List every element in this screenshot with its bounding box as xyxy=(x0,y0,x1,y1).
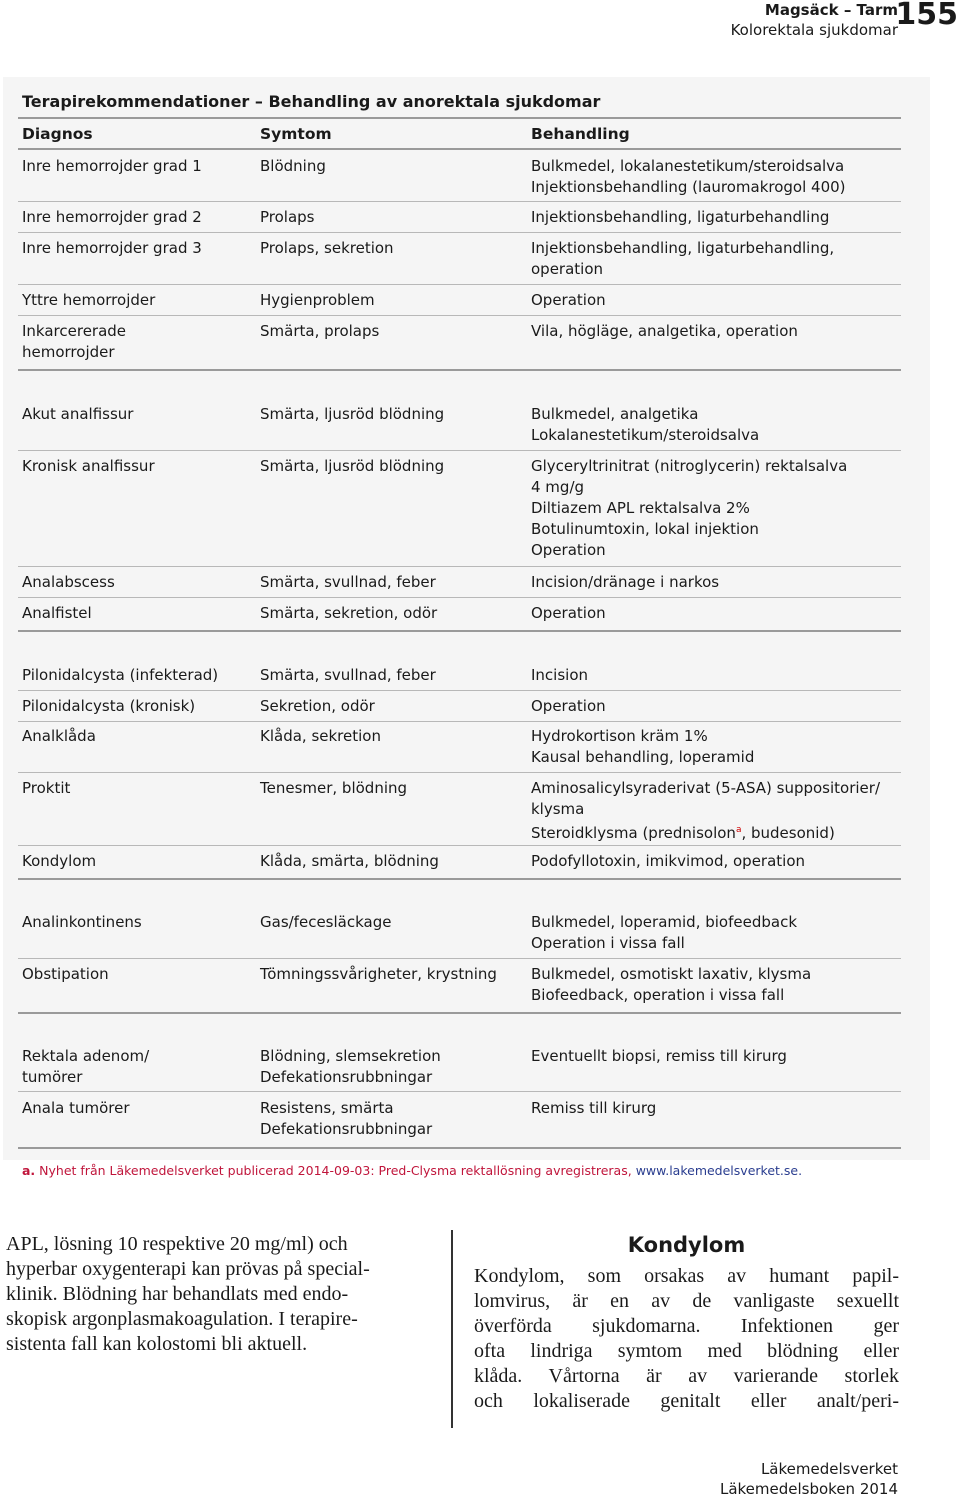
header-section: Magsäck – Tarm xyxy=(764,1,898,19)
running-header xyxy=(731,0,898,40)
diagnos-text: Pilonidalcysta (kronisk) xyxy=(22,697,196,715)
row-divider xyxy=(18,721,901,722)
behandling-text: 4 mg/g xyxy=(531,478,585,496)
group-divider xyxy=(18,630,901,632)
diagnos-text: Analabscess xyxy=(22,573,115,591)
symtom-text: Smärta, svullnad, feber xyxy=(260,573,436,591)
behandling-text: Incision/dränage i narkos xyxy=(531,573,720,591)
behandling-text: Aminosalicylsyraderivat (5-ASA) suppositorier/ xyxy=(531,779,880,797)
group-divider xyxy=(18,878,901,880)
footer-publisher: Läkemedelsverket xyxy=(760,1460,898,1478)
page-number: 155 xyxy=(895,0,958,32)
symtom-text: Smärta, svullnad, feber xyxy=(260,666,436,684)
behandling-text: Operation xyxy=(531,291,606,309)
diagnos-text: Kronisk analfissur xyxy=(22,457,155,475)
row-divider xyxy=(18,315,901,316)
diagnos-text: Inkarcererade xyxy=(22,322,127,340)
diagnos-text: Inre hemorrojder grad 1 xyxy=(22,157,202,175)
table-rule xyxy=(18,148,901,150)
body-line: överförda sjukdomarna. Infektionen ger xyxy=(474,1315,899,1337)
behandling-text: Steroidklysma (prednisolon xyxy=(531,824,736,842)
header-chapter: Kolorektala sjukdomar xyxy=(730,21,898,39)
behandling-text: Injektionsbehandling, ligaturbehandling xyxy=(531,208,830,226)
behandling-text: , budesonid) xyxy=(741,824,835,842)
symtom-text: Klåda, sekretion xyxy=(260,727,381,745)
symtom-text: Defekationsrubbningar xyxy=(260,1120,433,1138)
footnote-mark: a. xyxy=(22,1163,36,1178)
behandling-text: Eventuellt biopsi, remiss till kirurg xyxy=(531,1047,787,1065)
symtom-text: Tömningssvårigheter, krystning xyxy=(260,965,497,983)
diagnos-text: Obstipation xyxy=(22,965,109,983)
footnote-link[interactable]: www.lakemedelsverket.se. xyxy=(635,1163,803,1178)
group-divider xyxy=(18,369,901,371)
diagnos-text: Proktit xyxy=(22,779,71,797)
row-divider xyxy=(18,772,901,773)
behandling-text: Podofyllotoxin, imikvimod, operation xyxy=(531,852,806,870)
body-line: Kondylom, som orsakas av humant papil- xyxy=(474,1265,899,1287)
row-divider xyxy=(18,201,901,202)
behandling-text: Injektionsbehandling, ligaturbehandling, xyxy=(531,239,835,257)
row-divider xyxy=(18,845,901,846)
diagnos-text: hemorrojder xyxy=(22,343,115,361)
diagnos-text: Akut analfissur xyxy=(22,405,134,423)
row-divider xyxy=(18,450,901,451)
behandling-text: Incision xyxy=(531,666,589,684)
behandling-text: Hydrokortison kräm 1% xyxy=(531,727,708,745)
diagnos-text: Rektala adenom/ xyxy=(22,1047,150,1065)
diagnos-text: Analinkontinens xyxy=(22,913,142,931)
column-header-behandling: Behandling xyxy=(531,125,630,143)
behandling-text: operation xyxy=(531,260,604,278)
behandling-text: Operation xyxy=(531,541,606,559)
footer-book: Läkemedelsboken 2014 xyxy=(719,1480,898,1498)
diagnos-text: Yttre hemorrojder xyxy=(22,291,156,309)
column-header-diagnos: Diagnos xyxy=(22,125,93,143)
column-divider xyxy=(451,1230,453,1428)
table-title: Terapirekommendationer – Behandling av anorektala sjukdomar xyxy=(22,92,601,111)
behandling-text: Remiss till kirurg xyxy=(531,1099,657,1117)
symtom-text: Blödning xyxy=(260,157,326,175)
diagnos-text: Analklåda xyxy=(22,727,96,745)
diagnos-text: tumörer xyxy=(22,1068,83,1086)
symtom-text: Resistens, smärta xyxy=(260,1099,394,1117)
symtom-text: Smärta, ljusröd blödning xyxy=(260,405,445,423)
symtom-text: Gas/fecesläckage xyxy=(260,913,392,931)
symtom-text: Klåda, smärta, blödning xyxy=(260,852,439,870)
behandling-text: Operation xyxy=(531,697,606,715)
table-rule xyxy=(18,1147,901,1149)
body-line: hyperbar oxygenterapi kan prövas på special- xyxy=(6,1258,370,1280)
behandling-text: Bulkmedel, lokalanestetikum/steroidsalva xyxy=(531,157,845,175)
body-text-right xyxy=(474,1264,899,1414)
behandling-text: Diltiazem APL rektalsalva 2% xyxy=(531,499,750,517)
symtom-text: Prolaps xyxy=(260,208,315,226)
body-text-left xyxy=(6,1232,428,1357)
row-divider xyxy=(18,1091,901,1092)
behandling-text: Glyceryltrinitrat (nitroglycerin) rektalsalva xyxy=(531,457,848,475)
table-footnote xyxy=(22,1163,802,1178)
body-line: skopisk argonplasmakoagulation. I terapire- xyxy=(6,1308,358,1330)
table-rule xyxy=(18,117,901,119)
diagnos-text: Analfistel xyxy=(22,604,92,622)
footnote-text: Nyhet från Läkemedelsverket publicerad 2014-09-03: Pred-Clysma rektallösning avregistreras, xyxy=(39,1163,632,1178)
behandling-text: Injektionsbehandling (lauromakrogol 400) xyxy=(531,178,846,196)
row-divider xyxy=(18,958,901,959)
footnote-marker: a xyxy=(735,825,742,835)
symtom-text: Smärta, sekretion, odör xyxy=(260,604,438,622)
behandling-text: Bulkmedel, analgetika xyxy=(531,405,699,423)
symtom-text: Blödning, slemsekretion xyxy=(260,1047,441,1065)
row-divider xyxy=(18,690,901,691)
diagnos-text: Inre hemorrojder grad 3 xyxy=(22,239,202,257)
behandling-text: Botulinumtoxin, lokal injektion xyxy=(531,520,759,538)
column-header-symtom: Symtom xyxy=(260,125,332,143)
symtom-text: Defekationsrubbningar xyxy=(260,1068,433,1086)
section-heading: Kondylom xyxy=(627,1233,746,1257)
behandling-text: Biofeedback, operation i vissa fall xyxy=(531,986,785,1004)
diagnos-text: Anala tumörer xyxy=(22,1099,130,1117)
running-footer xyxy=(720,1459,898,1499)
group-divider xyxy=(18,1012,901,1014)
body-line: klinik. Blödning har behandlats med endo- xyxy=(6,1283,349,1305)
symtom-text: Hygienproblem xyxy=(260,291,375,309)
behandling-text: Bulkmedel, loperamid, biofeedback xyxy=(531,913,798,931)
symtom-text: Tenesmer, blödning xyxy=(260,779,408,797)
body-line: lomvirus, är en av de vanligaste sexuellt xyxy=(474,1290,899,1312)
body-line: sistenta fall kan kolostomi bli aktuell. xyxy=(6,1333,308,1355)
body-line: och lokaliserade genitalt eller analt/peri- xyxy=(474,1390,899,1412)
symtom-text: Smärta, prolaps xyxy=(260,322,380,340)
behandling-text: Vila, högläge, analgetika, operation xyxy=(531,322,798,340)
row-divider xyxy=(18,597,901,598)
row-divider xyxy=(18,232,901,233)
behandling-text: Operation i vissa fall xyxy=(531,934,685,952)
behandling-text: Bulkmedel, osmotiskt laxativ, klysma xyxy=(531,965,812,983)
symtom-text: Sekretion, odör xyxy=(260,697,375,715)
behandling-text: klysma xyxy=(531,800,585,818)
diagnos-text: Pilonidalcysta (infekterad) xyxy=(22,666,219,684)
behandling-text: Kausal behandling, loperamid xyxy=(531,748,755,766)
behandling-text: Lokalanestetikum/steroidsalva xyxy=(531,426,760,444)
diagnos-text: Inre hemorrojder grad 2 xyxy=(22,208,202,226)
diagnos-text: Kondylom xyxy=(22,852,97,870)
body-line: APL, lösning 10 respektive 20 mg/ml) och xyxy=(6,1233,348,1255)
therapy-table xyxy=(3,77,930,1160)
symtom-text: Prolaps, sekretion xyxy=(260,239,394,257)
row-divider xyxy=(18,566,901,567)
behandling-text: Operation xyxy=(531,604,606,622)
body-line: ofta lindriga symtom med blödning eller xyxy=(474,1340,899,1362)
symtom-text: Smärta, ljusröd blödning xyxy=(260,457,445,475)
body-line: klåda. Vårtorna är av varierande storlek xyxy=(474,1365,899,1387)
row-divider xyxy=(18,284,901,285)
